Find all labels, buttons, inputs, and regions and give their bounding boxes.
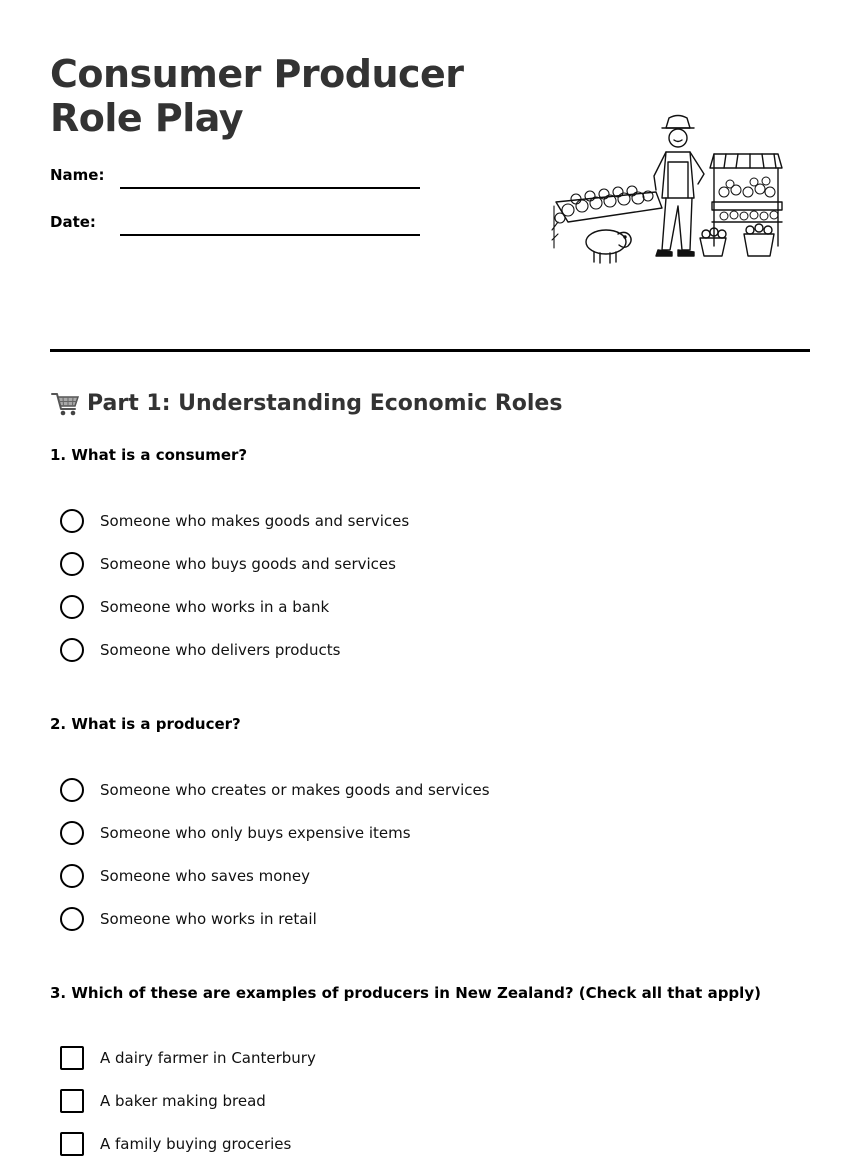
farmer-market-stall-illustration	[548, 110, 788, 272]
option-label: Someone who works in retail	[100, 910, 317, 928]
radio-button[interactable]	[60, 638, 84, 662]
question-3-option-1[interactable]	[60, 1045, 316, 1071]
option-label: A family buying groceries	[100, 1135, 292, 1153]
option-label: A dairy farmer in Canterbury	[100, 1049, 316, 1067]
radio-button[interactable]	[60, 552, 84, 576]
date-field[interactable]	[120, 234, 420, 236]
question-3: 3. Which of these are examples of producers in New Zealand? (Check all that apply)	[50, 984, 761, 1002]
radio-button[interactable]	[60, 595, 84, 619]
option-label: Someone who creates or makes goods and services	[100, 781, 490, 799]
option-label: Someone who delivers products	[100, 641, 341, 659]
page-title: Consumer Producer Role Play	[50, 52, 464, 140]
checkbox[interactable]	[60, 1089, 84, 1113]
name-label: Name:	[50, 166, 105, 184]
part1-heading	[50, 388, 562, 418]
radio-button[interactable]	[60, 907, 84, 931]
question-1-option-2[interactable]	[60, 551, 396, 577]
question-2: 2. What is a producer?	[50, 715, 241, 733]
radio-button[interactable]	[60, 864, 84, 888]
name-field[interactable]	[120, 187, 420, 189]
section-divider	[50, 349, 810, 352]
question-2-option-1[interactable]	[60, 777, 490, 803]
question-1-option-4[interactable]	[60, 637, 340, 663]
market-stall-icon	[700, 154, 782, 256]
question-3-option-2[interactable]	[60, 1088, 266, 1114]
date-label: Date:	[50, 213, 96, 231]
radio-button[interactable]	[60, 509, 84, 533]
sheep-icon	[586, 230, 631, 263]
option-label: Someone who saves money	[100, 867, 311, 885]
checkbox[interactable]	[60, 1132, 84, 1156]
question-2-option-3[interactable]	[60, 863, 310, 889]
checkbox[interactable]	[60, 1046, 84, 1070]
option-label: Someone who makes goods and services	[100, 512, 410, 530]
shopping-cart-icon	[50, 388, 80, 418]
question-2-option-4[interactable]	[60, 906, 317, 932]
option-label: Someone who only buys expensive items	[100, 824, 411, 842]
question-1-option-1[interactable]	[60, 508, 409, 534]
radio-button[interactable]	[60, 778, 84, 802]
question-3-option-3[interactable]	[60, 1131, 291, 1157]
radio-button[interactable]	[60, 821, 84, 845]
option-label: Someone who buys goods and services	[100, 555, 396, 573]
option-label: Someone who works in a bank	[100, 598, 330, 616]
question-1-option-3[interactable]	[60, 594, 329, 620]
section-title: Part 1: Understanding Economic Roles	[87, 390, 563, 416]
farmer-icon	[654, 116, 704, 257]
question-1: 1. What is a consumer?	[50, 446, 248, 464]
question-2-option-2[interactable]	[60, 820, 411, 846]
option-label: A baker making bread	[100, 1092, 266, 1110]
